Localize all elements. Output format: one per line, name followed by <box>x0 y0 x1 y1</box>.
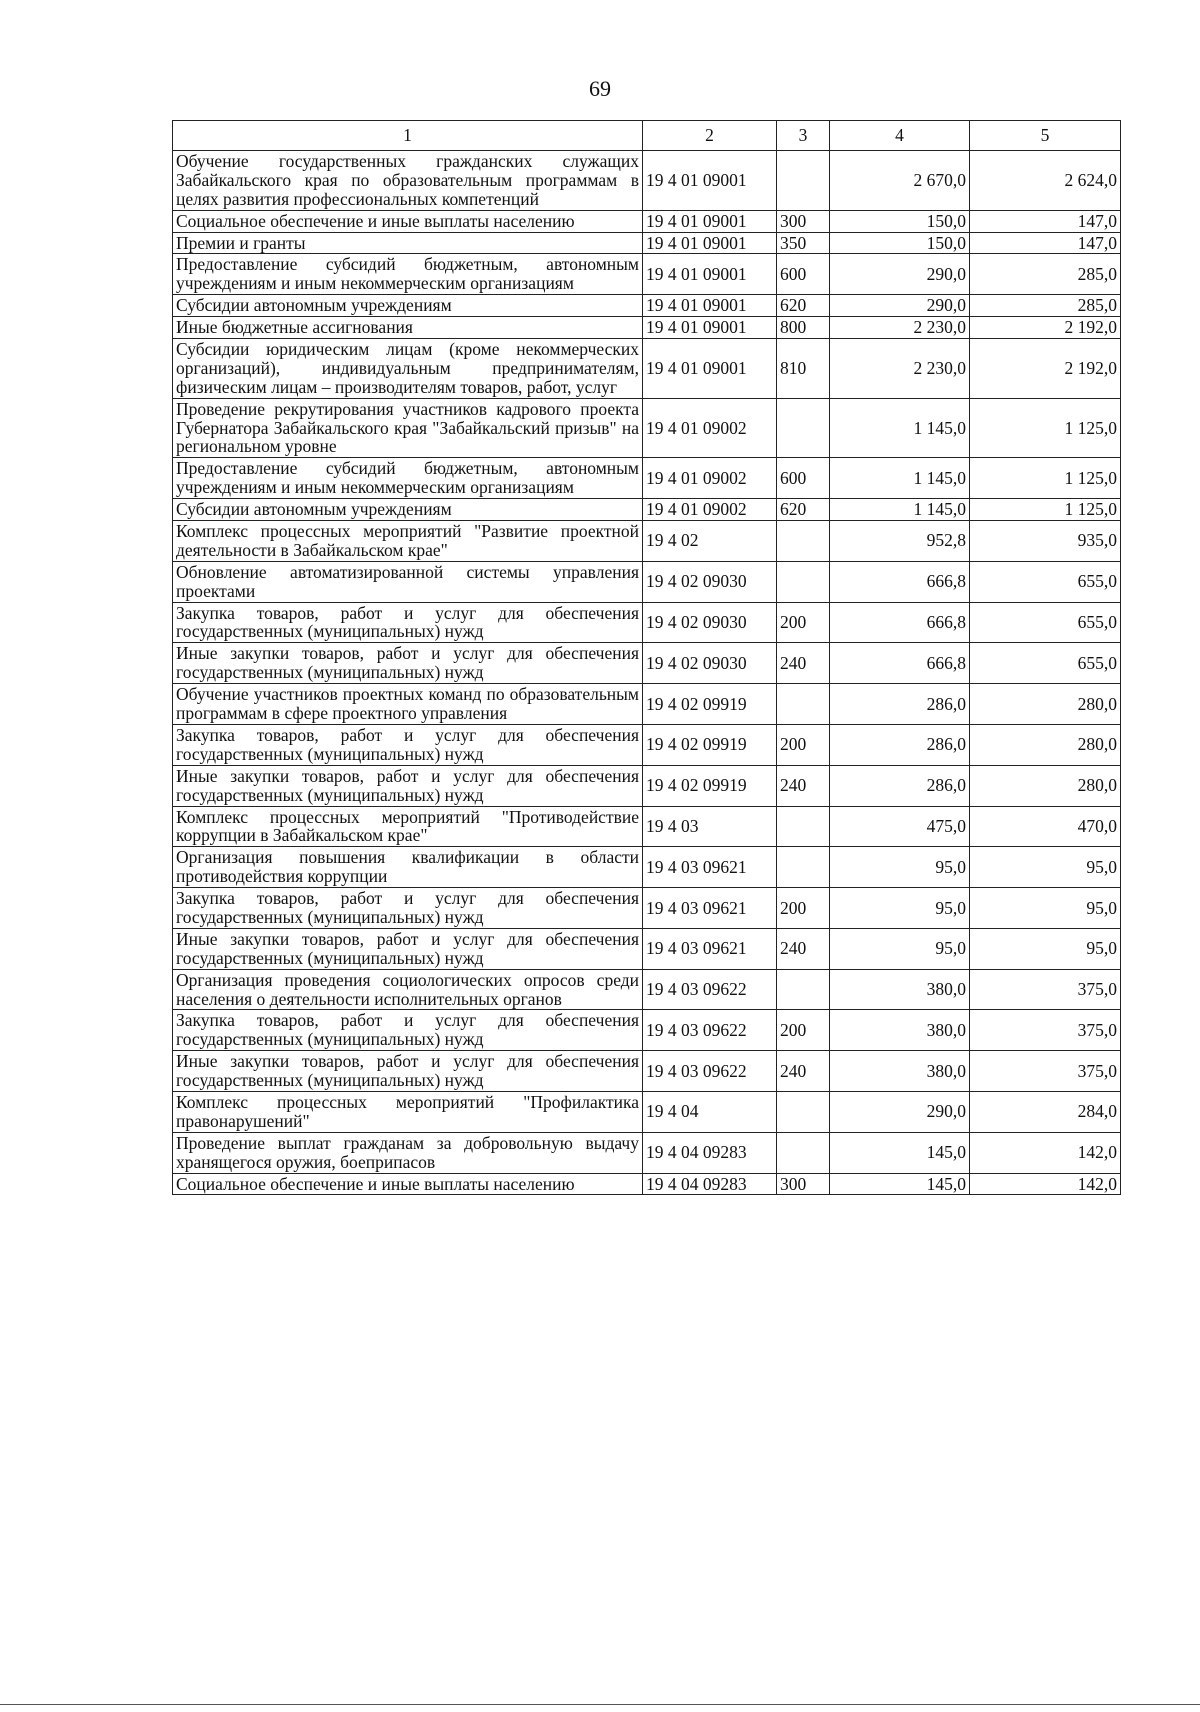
cell-amount-2: 470,0 <box>970 806 1121 847</box>
cell-amount-2: 95,0 <box>970 928 1121 969</box>
cell-amount-1: 286,0 <box>830 765 970 806</box>
table-row <box>173 151 1121 211</box>
cell-name: Комплекс процессных мероприятий "Развитие проектной деятельности в Забайкальском крае" <box>173 521 643 562</box>
cell-code: 19 4 04 <box>643 1091 777 1132</box>
cell-name: Иные закупки товаров, работ и услуг для обеспечения государственных (муниципальных) нужд <box>173 1051 643 1092</box>
table-body <box>173 151 1121 1195</box>
cell-name: Социальное обеспечение и иные выплаты населению <box>173 210 643 232</box>
header-col-2: 2 <box>643 121 777 151</box>
cell-expense-type: 200 <box>777 602 830 643</box>
table-row <box>173 317 1121 339</box>
cell-amount-1: 286,0 <box>830 724 970 765</box>
cell-amount-2: 285,0 <box>970 254 1121 295</box>
cell-name: Предоставление субсидий бюджетным, автономным учреждениям и иным некоммерческим организациям <box>173 458 643 499</box>
cell-amount-2: 284,0 <box>970 1091 1121 1132</box>
cell-amount-1: 380,0 <box>830 1051 970 1092</box>
cell-expense-type <box>777 847 830 888</box>
cell-code: 19 4 01 09001 <box>643 317 777 339</box>
table-header <box>173 121 1121 151</box>
cell-amount-2: 1 125,0 <box>970 398 1121 458</box>
cell-amount-2: 142,0 <box>970 1132 1121 1173</box>
cell-expense-type <box>777 521 830 562</box>
cell-expense-type: 200 <box>777 724 830 765</box>
cell-name: Субсидии автономным учреждениям <box>173 499 643 521</box>
cell-amount-1: 380,0 <box>830 969 970 1010</box>
table-row <box>173 888 1121 929</box>
cell-code: 19 4 01 09001 <box>643 232 777 254</box>
cell-code: 19 4 03 09621 <box>643 847 777 888</box>
cell-expense-type <box>777 151 830 211</box>
table-row <box>173 602 1121 643</box>
cell-amount-1: 1 145,0 <box>830 398 970 458</box>
cell-amount-2: 147,0 <box>970 232 1121 254</box>
cell-name: Иные закупки товаров, работ и услуг для обеспечения государственных (муниципальных) нужд <box>173 928 643 969</box>
cell-name: Премии и гранты <box>173 232 643 254</box>
cell-expense-type: 600 <box>777 254 830 295</box>
cell-amount-2: 280,0 <box>970 724 1121 765</box>
table-row <box>173 254 1121 295</box>
cell-code: 19 4 03 09622 <box>643 1010 777 1051</box>
cell-name: Социальное обеспечение и иные выплаты населению <box>173 1173 643 1195</box>
header-col-3: 3 <box>777 121 830 151</box>
cell-expense-type: 200 <box>777 888 830 929</box>
table-row <box>173 339 1121 399</box>
cell-expense-type <box>777 398 830 458</box>
cell-amount-1: 666,8 <box>830 643 970 684</box>
bottom-rule <box>0 1704 1200 1705</box>
budget-table <box>172 120 1121 1195</box>
table-row <box>173 561 1121 602</box>
table-row <box>173 521 1121 562</box>
table-row <box>173 499 1121 521</box>
cell-expense-type <box>777 969 830 1010</box>
cell-amount-2: 1 125,0 <box>970 458 1121 499</box>
cell-amount-1: 380,0 <box>830 1010 970 1051</box>
cell-expense-type: 620 <box>777 499 830 521</box>
table-row <box>173 684 1121 725</box>
cell-code: 19 4 04 09283 <box>643 1173 777 1195</box>
cell-name: Проведение выплат гражданам за добровольную выдачу хранящегося оружия, боеприпасов <box>173 1132 643 1173</box>
cell-code: 19 4 02 09919 <box>643 684 777 725</box>
cell-amount-1: 475,0 <box>830 806 970 847</box>
table-row <box>173 847 1121 888</box>
table-row <box>173 1173 1121 1195</box>
cell-name: Субсидии автономным учреждениям <box>173 295 643 317</box>
cell-expense-type <box>777 1091 830 1132</box>
cell-code: 19 4 04 09283 <box>643 1132 777 1173</box>
header-row <box>173 121 1121 151</box>
cell-name: Обновление автоматизированной системы управления проектами <box>173 561 643 602</box>
header-col-4: 4 <box>830 121 970 151</box>
cell-code: 19 4 02 09030 <box>643 643 777 684</box>
cell-code: 19 4 02 09030 <box>643 602 777 643</box>
cell-expense-type: 800 <box>777 317 830 339</box>
cell-code: 19 4 02 09030 <box>643 561 777 602</box>
cell-amount-2: 285,0 <box>970 295 1121 317</box>
cell-amount-1: 145,0 <box>830 1132 970 1173</box>
cell-amount-2: 375,0 <box>970 1010 1121 1051</box>
table-row <box>173 806 1121 847</box>
cell-amount-1: 2 230,0 <box>830 339 970 399</box>
cell-amount-1: 1 145,0 <box>830 458 970 499</box>
table-row <box>173 643 1121 684</box>
table-row <box>173 928 1121 969</box>
cell-amount-2: 655,0 <box>970 602 1121 643</box>
cell-code: 19 4 03 09622 <box>643 969 777 1010</box>
table-row <box>173 458 1121 499</box>
cell-expense-type <box>777 1132 830 1173</box>
cell-name: Обучение государственных гражданских служащих Забайкальского края по образовательным программам в целях развития профессиональных компетенций <box>173 151 643 211</box>
cell-amount-1: 286,0 <box>830 684 970 725</box>
cell-name: Иные закупки товаров, работ и услуг для обеспечения государственных (муниципальных) нужд <box>173 765 643 806</box>
cell-amount-2: 280,0 <box>970 765 1121 806</box>
cell-expense-type: 300 <box>777 1173 830 1195</box>
cell-amount-1: 95,0 <box>830 847 970 888</box>
cell-amount-2: 95,0 <box>970 847 1121 888</box>
cell-code: 19 4 02 09919 <box>643 765 777 806</box>
cell-amount-1: 2 230,0 <box>830 317 970 339</box>
cell-code: 19 4 01 09002 <box>643 499 777 521</box>
cell-code: 19 4 01 09001 <box>643 295 777 317</box>
cell-name: Иные бюджетные ассигнования <box>173 317 643 339</box>
table-row <box>173 295 1121 317</box>
cell-name: Закупка товаров, работ и услуг для обеспечения государственных (муниципальных) нужд <box>173 888 643 929</box>
cell-expense-type <box>777 684 830 725</box>
cell-amount-2: 147,0 <box>970 210 1121 232</box>
cell-amount-2: 935,0 <box>970 521 1121 562</box>
cell-expense-type: 300 <box>777 210 830 232</box>
cell-code: 19 4 01 09002 <box>643 458 777 499</box>
cell-amount-1: 95,0 <box>830 928 970 969</box>
cell-amount-2: 2 192,0 <box>970 317 1121 339</box>
cell-code: 19 4 02 <box>643 521 777 562</box>
cell-amount-2: 142,0 <box>970 1173 1121 1195</box>
cell-name: Закупка товаров, работ и услуг для обеспечения государственных (муниципальных) нужд <box>173 602 643 643</box>
cell-amount-1: 290,0 <box>830 1091 970 1132</box>
cell-expense-type: 620 <box>777 295 830 317</box>
cell-amount-2: 655,0 <box>970 561 1121 602</box>
cell-name: Обучение участников проектных команд по образовательным программам в сфере проектного управления <box>173 684 643 725</box>
cell-expense-type: 240 <box>777 643 830 684</box>
cell-expense-type: 240 <box>777 765 830 806</box>
cell-code: 19 4 01 09001 <box>643 339 777 399</box>
cell-amount-1: 666,8 <box>830 602 970 643</box>
cell-amount-2: 375,0 <box>970 1051 1121 1092</box>
header-col-5: 5 <box>970 121 1121 151</box>
table-row <box>173 765 1121 806</box>
table-row <box>173 969 1121 1010</box>
cell-name: Предоставление субсидий бюджетным, автономным учреждениям и иным некоммерческим организациям <box>173 254 643 295</box>
table-row <box>173 1010 1121 1051</box>
cell-name: Закупка товаров, работ и услуг для обеспечения государственных (муниципальных) нужд <box>173 1010 643 1051</box>
cell-amount-1: 2 670,0 <box>830 151 970 211</box>
cell-expense-type <box>777 561 830 602</box>
cell-amount-1: 290,0 <box>830 295 970 317</box>
cell-code: 19 4 03 <box>643 806 777 847</box>
cell-amount-1: 95,0 <box>830 888 970 929</box>
cell-expense-type: 240 <box>777 928 830 969</box>
cell-amount-2: 280,0 <box>970 684 1121 725</box>
cell-code: 19 4 01 09001 <box>643 210 777 232</box>
table-row <box>173 1091 1121 1132</box>
cell-amount-2: 2 624,0 <box>970 151 1121 211</box>
cell-code: 19 4 01 09001 <box>643 151 777 211</box>
cell-amount-2: 655,0 <box>970 643 1121 684</box>
cell-name: Комплекс процессных мероприятий "Профилактика правонарушений" <box>173 1091 643 1132</box>
table-row <box>173 1051 1121 1092</box>
cell-amount-2: 95,0 <box>970 888 1121 929</box>
page-number: 69 <box>589 76 611 101</box>
cell-expense-type <box>777 806 830 847</box>
cell-name: Организация проведения социологических опросов среди населения о деятельности исполнительных органов <box>173 969 643 1010</box>
table-row <box>173 1132 1121 1173</box>
cell-expense-type: 200 <box>777 1010 830 1051</box>
cell-amount-2: 1 125,0 <box>970 499 1121 521</box>
cell-expense-type: 240 <box>777 1051 830 1092</box>
table-row <box>173 210 1121 232</box>
cell-amount-1: 952,8 <box>830 521 970 562</box>
cell-amount-1: 666,8 <box>830 561 970 602</box>
cell-name: Проведение рекрутирования участников кадрового проекта Губернатора Забайкальского края "Забайкальский призыв" на региональном уровне <box>173 398 643 458</box>
cell-amount-1: 1 145,0 <box>830 499 970 521</box>
cell-name: Комплекс процессных мероприятий "Противодействие коррупции в Забайкальском крае" <box>173 806 643 847</box>
cell-code: 19 4 03 09621 <box>643 928 777 969</box>
cell-expense-type: 600 <box>777 458 830 499</box>
cell-amount-1: 150,0 <box>830 232 970 254</box>
cell-expense-type: 350 <box>777 232 830 254</box>
cell-amount-1: 150,0 <box>830 210 970 232</box>
table-row <box>173 398 1121 458</box>
cell-amount-1: 145,0 <box>830 1173 970 1195</box>
cell-name: Организация повышения квалификации в области противодействия коррупции <box>173 847 643 888</box>
cell-name: Субсидии юридическим лицам (кроме некоммерческих организаций), индивидуальным предпринимателям, физическим лицам – производителям товаров, работ, услуг <box>173 339 643 399</box>
cell-expense-type: 810 <box>777 339 830 399</box>
cell-code: 19 4 03 09621 <box>643 888 777 929</box>
cell-code: 19 4 01 09001 <box>643 254 777 295</box>
cell-amount-1: 290,0 <box>830 254 970 295</box>
table-row <box>173 232 1121 254</box>
table-row <box>173 724 1121 765</box>
cell-amount-2: 375,0 <box>970 969 1121 1010</box>
cell-amount-2: 2 192,0 <box>970 339 1121 399</box>
cell-name: Иные закупки товаров, работ и услуг для обеспечения государственных (муниципальных) нужд <box>173 643 643 684</box>
cell-code: 19 4 03 09622 <box>643 1051 777 1092</box>
header-col-1: 1 <box>173 121 643 151</box>
cell-name: Закупка товаров, работ и услуг для обеспечения государственных (муниципальных) нужд <box>173 724 643 765</box>
cell-code: 19 4 01 09002 <box>643 398 777 458</box>
cell-code: 19 4 02 09919 <box>643 724 777 765</box>
